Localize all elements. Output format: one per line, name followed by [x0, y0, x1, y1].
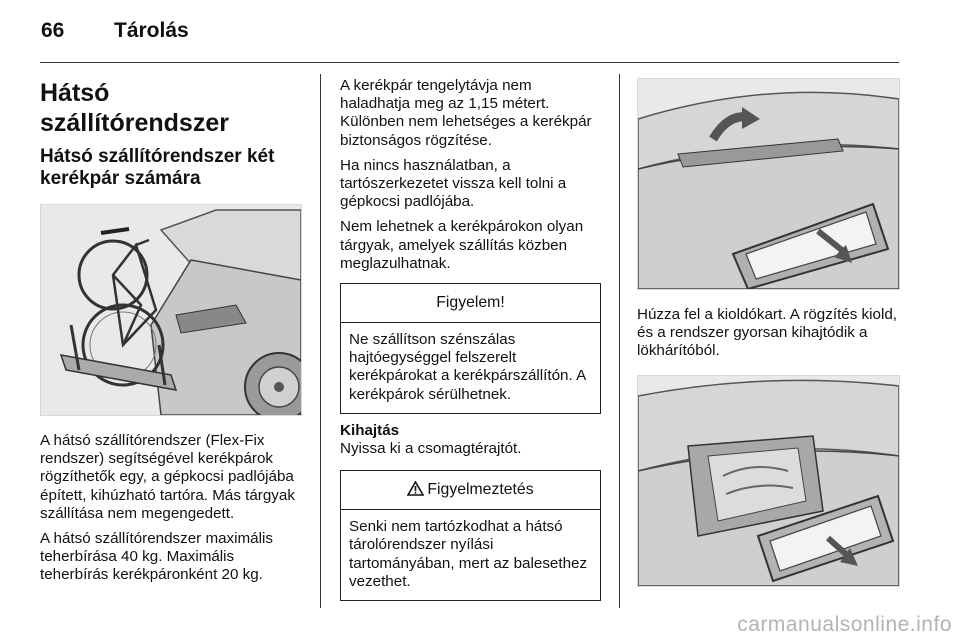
caution-text: Ne szállítson szénszálas hajtóegységgel felszerelt kerékpárokat a kerékpárszállítón. A kerékpárok sérülhetnek. [349, 331, 586, 403]
caution-title: Figyelem! [341, 284, 600, 323]
warning-box [340, 470, 601, 601]
column-divider-1 [320, 74, 321, 608]
caution-box [340, 283, 601, 414]
page-number: 66 [41, 19, 65, 42]
bike-carrier-illustration [40, 204, 302, 416]
intro-paragraph: A hátsó szállítórendszer (Flex-Fix rendszer) segítségével kerékpárok rögzíthetők egy, a gépkocsi padlójába épített, kihúzható tartóra. Más tárgyak szállítása nem megengedett. [40, 432, 295, 522]
carrier-pull-out-illustration [637, 375, 900, 587]
loose-objects-paragraph: Nem lehetnek a kerékpárokon olyan tárgyak, amelyek szállítás közben meglazulhatnak. [340, 218, 584, 272]
bike-carrier-drawing [41, 205, 301, 415]
section-subtitle: Hátsó szállítórendszer két kerékpár számára [40, 146, 275, 189]
warning-header [341, 471, 600, 510]
carrier-pull-out-drawing [638, 376, 899, 586]
unfold-instruction: Nyissa ki a csomagtérajtót. [340, 440, 522, 458]
warning-title: Figyelmeztetés [427, 481, 534, 499]
column-divider-2 [619, 74, 620, 608]
middle-column [340, 77, 601, 607]
retract-paragraph: Ha nincs használatban, a tartószerkezetet vissza kell tolni a gépkocsi padlójába. [340, 156, 567, 211]
page-header [0, 0, 960, 62]
watermark: carmanualsonline.info [737, 613, 952, 636]
warning-triangle-icon [407, 481, 424, 496]
right-column [637, 78, 900, 587]
release-lever-caption: Húzza fel a kioldókart. A rögzítés kiold, és a rendszer gyorsan kihajtódik a lökhárítóból. [637, 306, 898, 360]
load-limit-paragraph: A hátsó szállítórendszer maximális teherbírása 40 kg. Maximális teherbírás kerékpáronként 20 kg. [40, 530, 273, 584]
header-rule [40, 62, 899, 63]
wheelbase-paragraph: A kerékpár tengelytávja nem haladhatja meg az 1,15 métert. Különben nem lehetséges a kerékpár biztonságos rögzítése. [340, 77, 592, 149]
warning-text: Senki nem tartózkodhat a hátsó tárolórendszer nyílási tartományában, mert az balesethez vezethet. [349, 518, 588, 590]
left-column [40, 78, 302, 592]
unfold-heading: Kihajtás [340, 421, 400, 439]
release-lever-drawing [638, 79, 899, 289]
release-lever-illustration [637, 78, 900, 290]
section-title: Hátsó szállítórendszer [40, 79, 229, 137]
chapter-title: Tárolás [114, 19, 189, 42]
